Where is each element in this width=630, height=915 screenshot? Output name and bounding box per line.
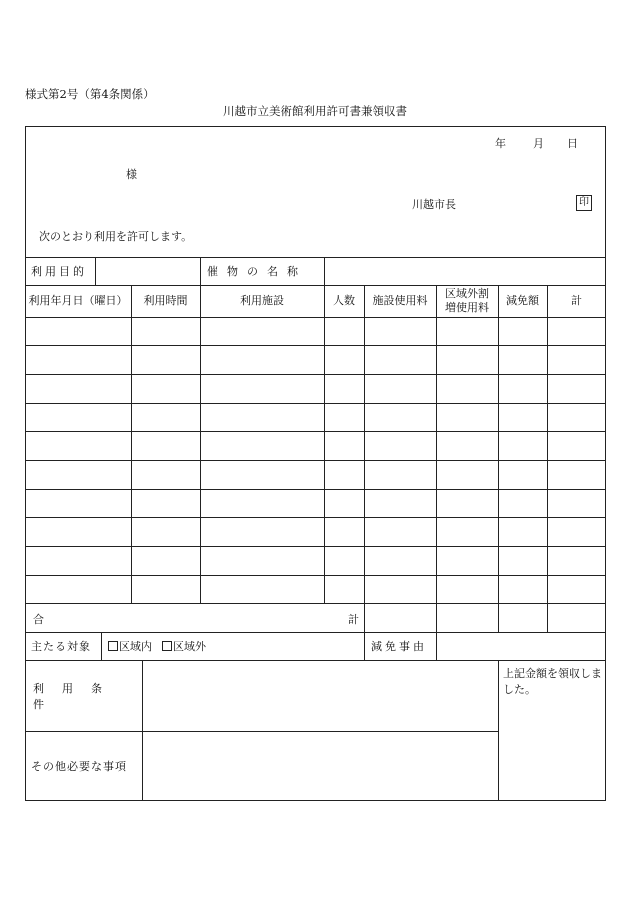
rule-columns-bottom	[25, 317, 606, 318]
checkbox-outside[interactable]	[162, 641, 172, 651]
col-header-reduction: 減免額	[506, 294, 539, 308]
rule-bottom-label-right	[142, 660, 143, 801]
conditions-label: 利用条件	[33, 681, 120, 711]
event-name-value[interactable]	[325, 258, 605, 285]
rule-col-2	[200, 285, 201, 603]
rule-event-label-left	[200, 257, 201, 285]
rule-receipt-left	[498, 660, 499, 801]
checkbox-inside[interactable]	[108, 641, 118, 651]
col-header-facility-fee: 施設使用料	[372, 294, 428, 308]
rule-row-3	[25, 403, 606, 404]
rule-row-2	[25, 374, 606, 375]
other-label: その他必要な事項	[31, 760, 127, 773]
total-label-left: 合	[33, 613, 44, 626]
col-header-surcharge: 区域外割増使用料	[445, 287, 489, 314]
issuer-name: 川越市長	[412, 198, 456, 211]
target-option-inside[interactable]	[108, 638, 152, 654]
date-day-label: 日	[567, 137, 578, 150]
receipt-note: 上記金額を領収しました。	[503, 667, 602, 696]
target-option-outside[interactable]	[162, 638, 206, 654]
rule-col-7	[547, 285, 548, 632]
permission-intro: 次のとおり利用を許可します。	[39, 230, 193, 243]
rule-col-5	[436, 285, 437, 660]
col-header-total: 計	[571, 294, 582, 308]
col-header-facility: 利用施設	[240, 294, 284, 308]
event-name-label: 催物の名称	[207, 265, 307, 278]
target-option-inside-label: 区域内	[119, 640, 152, 653]
col-header-date: 利用年月日（曜日）	[28, 294, 128, 308]
form-number: 様式第2号（第4条関係）	[25, 87, 155, 101]
rule-row-7	[25, 517, 606, 518]
col-header-people: 人数	[333, 294, 355, 308]
target-option-outside-label: 区域外	[173, 640, 206, 653]
rule-col-1	[131, 285, 132, 603]
rule-col-6	[498, 285, 499, 632]
reduction-reason-label: 減免事由	[371, 640, 427, 653]
target-label: 主たる対象	[31, 640, 91, 653]
target-options	[108, 632, 358, 660]
rule-col-3	[324, 285, 325, 603]
rule-row-1	[25, 345, 606, 346]
rule-row-9	[25, 575, 606, 576]
purpose-label: 利用目的	[31, 265, 87, 278]
seal-stamp-mark: 印	[576, 195, 592, 211]
col-header-time: 利用時間	[143, 294, 188, 308]
rule-row-4	[25, 431, 606, 432]
document-title: 川越市立美術館利用許可書兼領収書	[223, 104, 407, 118]
addressee-suffix: 様	[126, 168, 137, 181]
rule-target-label-right	[101, 632, 102, 660]
rule-row-8	[25, 546, 606, 547]
rule-row-10	[25, 603, 606, 604]
rule-row-6	[25, 489, 606, 490]
rule-row-5	[25, 460, 606, 461]
date-year-label: 年	[495, 137, 506, 150]
rule-col-4	[364, 285, 365, 660]
date-month-label: 月	[533, 137, 544, 150]
purpose-value[interactable]	[96, 258, 200, 285]
total-label-right: 計	[348, 613, 359, 626]
